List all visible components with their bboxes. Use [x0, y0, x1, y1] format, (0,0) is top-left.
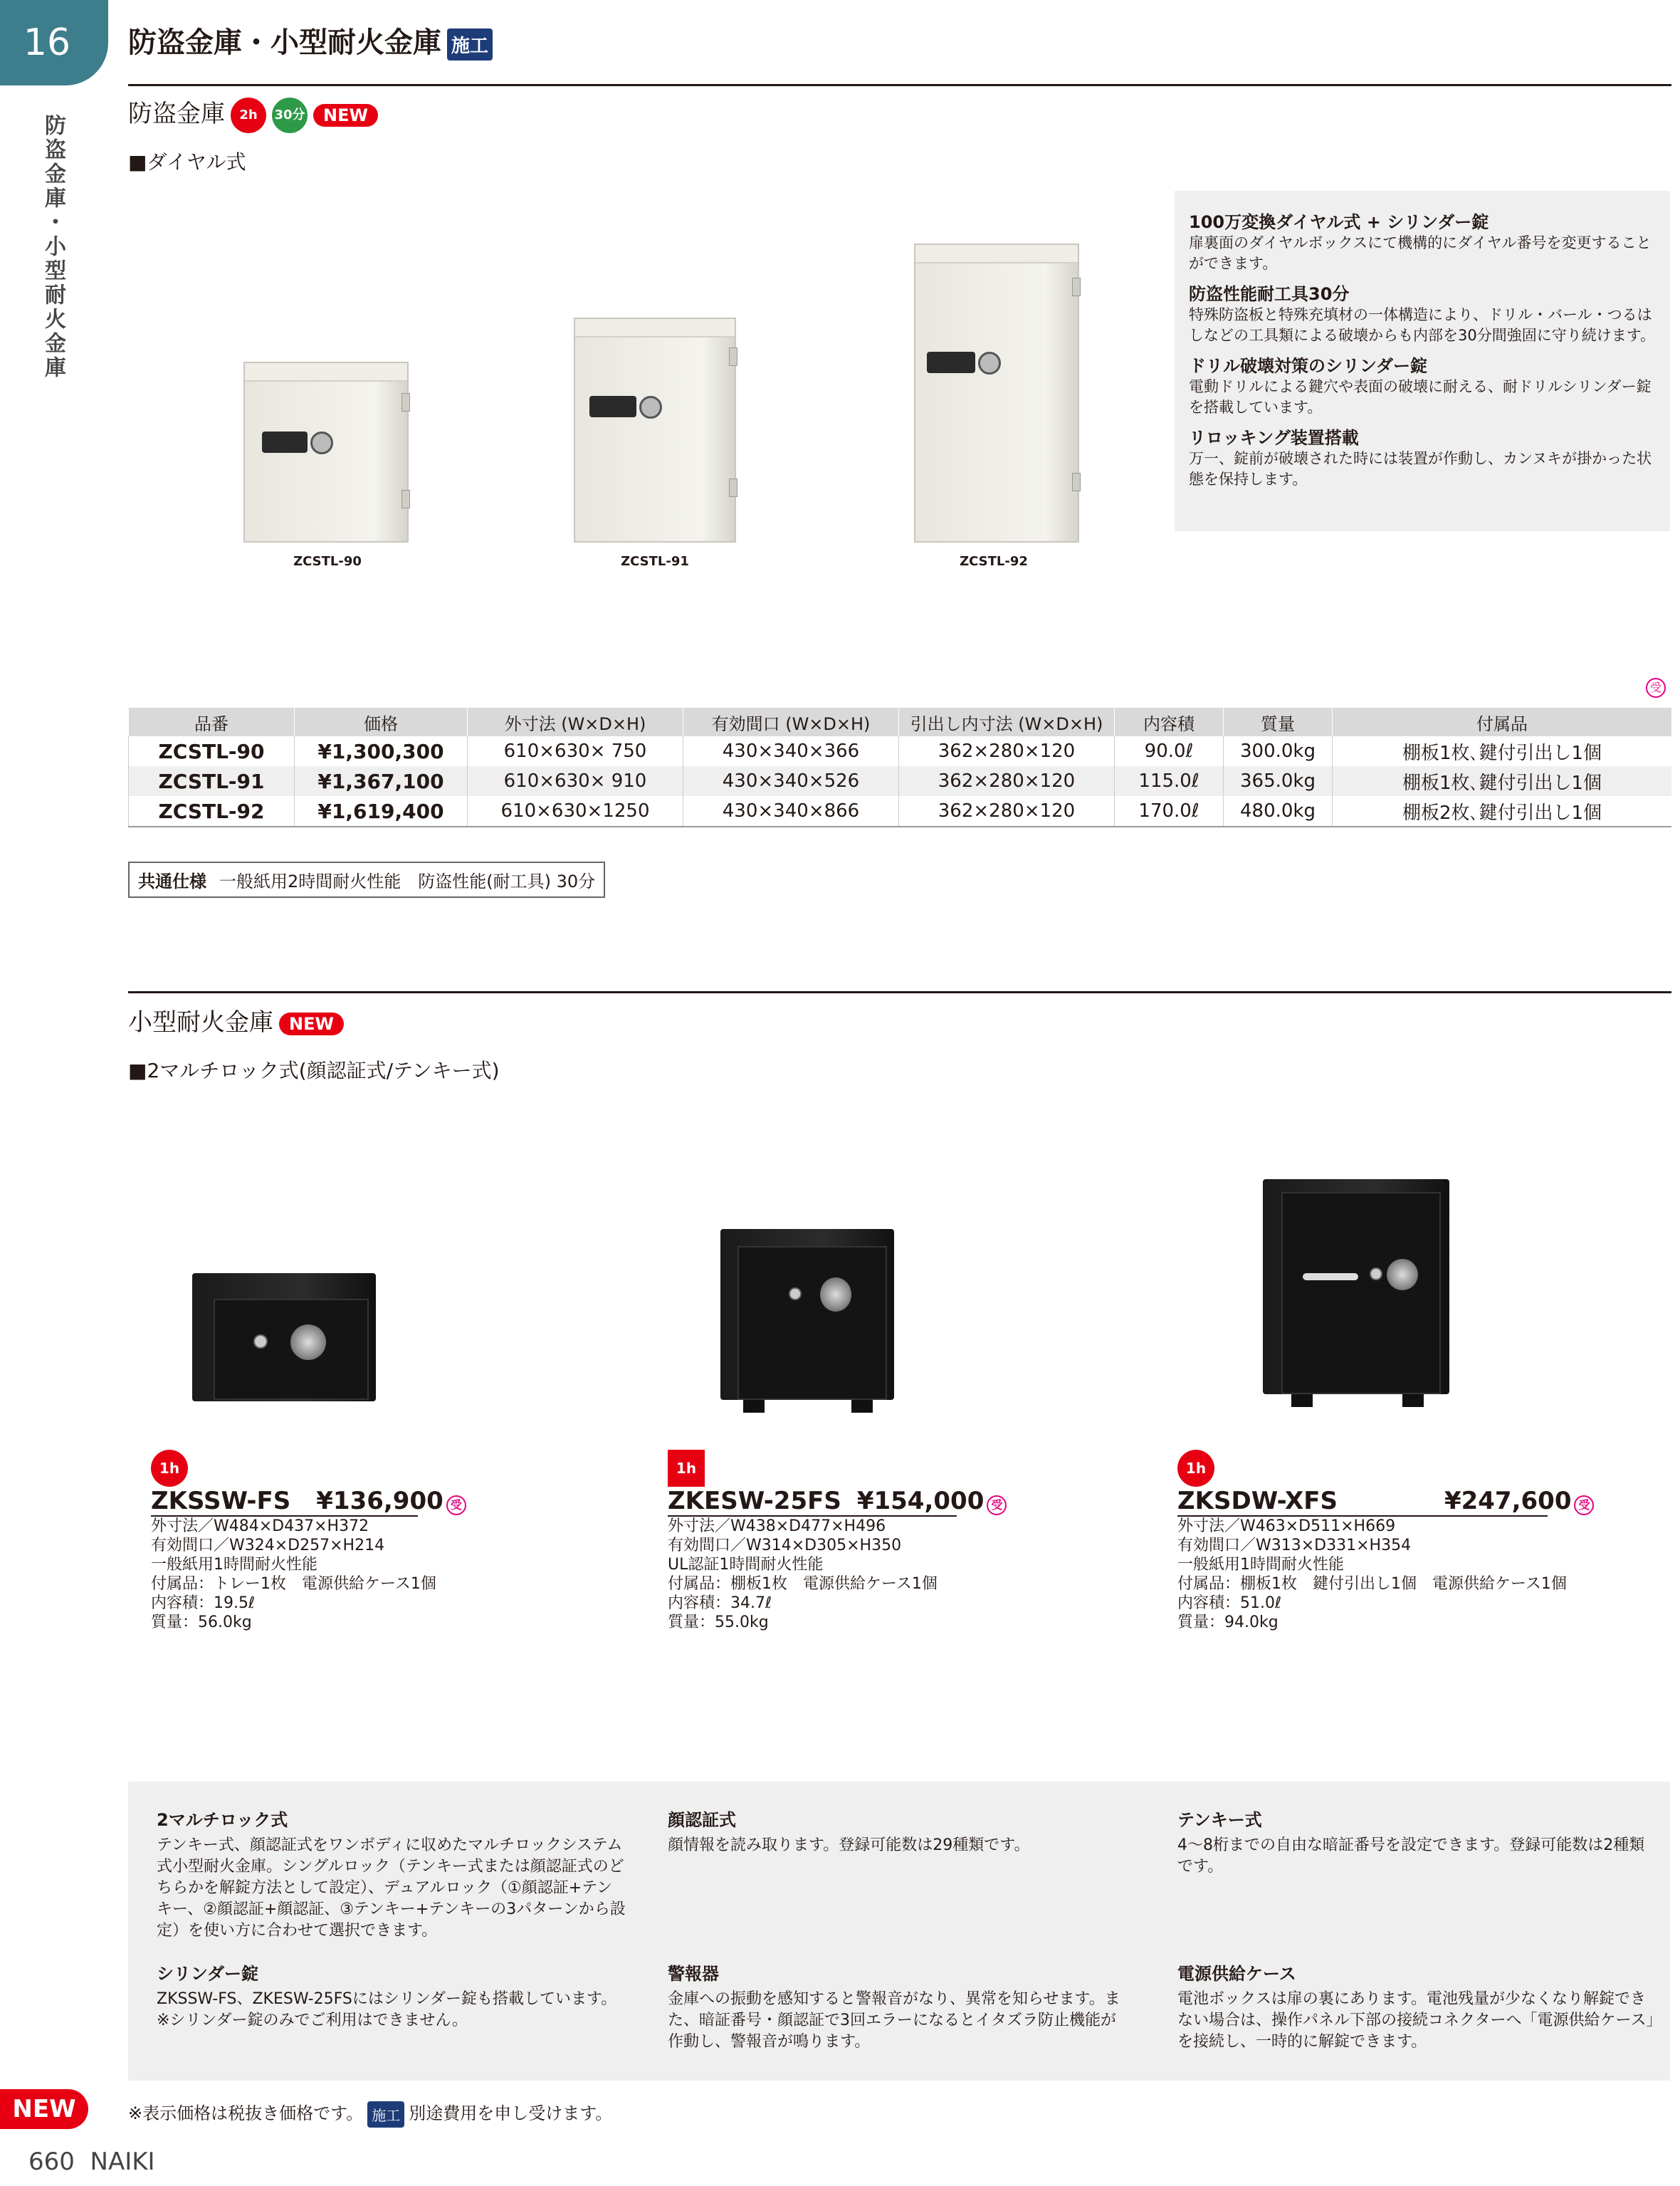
table-row — [129, 736, 1672, 766]
footer-new-badge: NEW — [0, 2089, 88, 2129]
info-body: 電池ボックスは扉の裏にあります。電池残量が少なくなり解錠できない場合は、操作パネル下部の接続コネクターへ「電源供給ケース」を接続し、一時的に解錠できます。 — [1177, 1990, 1654, 2051]
table-row — [129, 796, 1672, 827]
construction-badge: 施工 — [447, 28, 493, 61]
cell: 300.0kg — [1224, 736, 1333, 766]
spec-line: 有効間口／W324×D257×H214 — [151, 1537, 385, 1554]
product-model: ZKSSW-FS — [151, 1487, 291, 1515]
cell: ZCSTL-92 — [129, 796, 295, 827]
page-title — [128, 20, 493, 61]
cell: 90.0ℓ — [1115, 736, 1224, 766]
anti-theft-30-icon: 30分 — [272, 98, 308, 133]
spec-line: 付属品：棚板1枚 鍵付引出し1個 電源供給ケース1個 — [1177, 1575, 1567, 1593]
spec-line: 質量：55.0kg — [668, 1614, 769, 1631]
safe-image-zcstl-92 — [914, 244, 1079, 543]
col-header: 価格 — [295, 708, 468, 736]
info-body: テンキー式、顔認証式をワンボディに収めたマルチロックシステム式小型耐火金庫。シングルロック（テンキー式または顔認証式のどちらかを解錠方法として設定）、デュアルロック（①顔認証+テンキー、②顔認証+顔認証、③テンキー+テンキーの3パターンから設定）を使い方に合わせて選択できます。 — [157, 1836, 626, 1940]
col-header: 質量 — [1224, 708, 1333, 736]
model-caption: ZCSTL-90 — [293, 554, 362, 569]
uke-mark: 受 — [446, 1495, 466, 1515]
table-header-row — [129, 708, 1672, 736]
cell: 362×280×120 — [899, 736, 1115, 766]
uke-mark: 受 — [1574, 1495, 1594, 1515]
info-body: ZKSSW-FS、ZKESW-25FSにはシリンダー錠も搭載しています。※シリンダー錠のみでご利用はできません。 — [157, 1990, 617, 2029]
fire-1h-icon: 1h — [1177, 1450, 1214, 1487]
common-spec-text: 一般紙用2時間耐火性能 防盗性能(耐工具) 30分 — [219, 872, 596, 891]
info-power-case — [1177, 1960, 1654, 2053]
spec-line: UL認証1時間耐火性能 — [668, 1556, 824, 1574]
page-number: 660 — [28, 2148, 75, 2176]
info-heading: 警報器 — [668, 1964, 719, 1984]
spec-line: 質量：94.0kg — [1177, 1614, 1279, 1631]
section2-rule — [128, 991, 1671, 993]
uke-mark: 受 — [987, 1495, 1007, 1515]
info-multilock — [157, 1806, 626, 1942]
page-title-text: 防盗金庫・小型耐火金庫 — [128, 26, 441, 59]
cell: 610×630× 910 — [468, 766, 683, 796]
feature-heading: リロッキング装置搭載 — [1189, 428, 1359, 448]
cell: 430×340×866 — [683, 796, 899, 827]
cell: 610×630× 750 — [468, 736, 683, 766]
product-title — [1177, 1487, 1590, 1517]
feature-heading: 100万変換ダイヤル式 + シリンダー錠 — [1189, 212, 1489, 232]
section2-sub: ■2マルチロック式(顔認証式/テンキー式) — [128, 1059, 500, 1082]
cell: 362×280×120 — [899, 796, 1115, 827]
section1-title-text: 防盗金庫 — [128, 100, 225, 128]
table-row — [129, 766, 1672, 796]
product-zksdw-xfs — [1177, 1450, 1590, 1632]
product-model: ZKESW-25FS — [668, 1487, 841, 1515]
section1-title — [128, 94, 378, 133]
cell: ZCSTL-90 — [129, 736, 295, 766]
cell: ¥1,367,100 — [295, 766, 468, 796]
header-rule — [128, 84, 1671, 86]
col-header: 外寸法 (W×D×H) — [468, 708, 683, 736]
feature-body: 万一、錠前が破壊された時には装置が作動し、カンヌキが掛かった状態を保持します。 — [1189, 450, 1652, 488]
section1-sub: ■ダイヤル式 — [128, 150, 246, 174]
footer-note — [128, 2099, 612, 2128]
brand-name: NAIKI — [90, 2148, 155, 2176]
safe-image-zcstl-91 — [574, 318, 736, 543]
info-heading: 電源供給ケース — [1177, 1964, 1296, 1984]
features-box — [1175, 191, 1670, 531]
fire-2h-icon: 2h — [231, 98, 266, 133]
common-spec — [128, 862, 605, 898]
cell: 430×340×526 — [683, 766, 899, 796]
spec-line: 質量：56.0kg — [151, 1614, 252, 1631]
footer-note-pre: ※表示価格は税抜き価格です。 — [128, 2103, 364, 2123]
feature-body: 扉裏面のダイヤルボックスにて機構的にダイヤル番号を変更することができます。 — [1189, 234, 1652, 272]
cell: 480.0kg — [1224, 796, 1333, 827]
cell: 365.0kg — [1224, 766, 1333, 796]
product-title — [151, 1487, 462, 1517]
spec-line: 内容積：51.0ℓ — [1177, 1594, 1282, 1612]
section2-title-text: 小型耐火金庫 — [128, 1008, 273, 1037]
cell: ¥1,619,400 — [295, 796, 468, 827]
fire-1h-icon: 1h — [668, 1450, 705, 1487]
footer-note-post: 別途費用を申し受けます。 — [409, 2103, 613, 2123]
col-header: 内容積 — [1115, 708, 1224, 736]
info-tenkey — [1177, 1806, 1647, 1878]
product-zkssw-fs — [151, 1450, 462, 1632]
info-heading: 2マルチロック式 — [157, 1810, 288, 1830]
safe-image-zksdw-xfs — [1263, 1179, 1449, 1394]
info-heading: 顔認証式 — [668, 1810, 736, 1830]
safe-image-zkesw-25fs — [720, 1229, 894, 1400]
construction-badge: 施工 — [367, 2101, 404, 2128]
spec-line: 内容積：19.5ℓ — [151, 1594, 256, 1612]
info-heading: シリンダー錠 — [157, 1964, 259, 1984]
chapter-tab: 16 — [0, 0, 108, 85]
cell: 棚板1枚､鍵付引出し1個 — [1333, 766, 1672, 796]
feature-heading: ドリル破壊対策のシリンダー錠 — [1189, 356, 1428, 376]
spec-line: 一般紙用1時間耐火性能 — [151, 1556, 317, 1574]
cell: 430×340×366 — [683, 736, 899, 766]
col-header: 引出し内寸法 (W×D×H) — [899, 708, 1115, 736]
product-zkesw-25fs — [668, 1450, 1003, 1632]
product-model: ZKSDW-XFS — [1177, 1487, 1338, 1515]
info-body: 4～8桁までの自由な暗証番号を設定できます。登録可能数は2種類です。 — [1177, 1836, 1645, 1876]
product-price: ¥136,900 — [316, 1487, 443, 1515]
model-caption: ZCSTL-91 — [621, 554, 689, 569]
spec-line: 外寸法／W438×D477×H496 — [668, 1517, 886, 1535]
col-header: 有効間口 (W×D×H) — [683, 708, 899, 736]
uke-mark: 受 — [1646, 678, 1666, 698]
cell: 115.0ℓ — [1115, 766, 1224, 796]
spec-line: 外寸法／W484×D437×H372 — [151, 1517, 369, 1535]
info-face-auth — [668, 1806, 1123, 1856]
spec-line: 一般紙用1時間耐火性能 — [1177, 1556, 1344, 1574]
spec-line: 付属品：棚板1枚 電源供給ケース1個 — [668, 1575, 938, 1593]
common-spec-label: 共通仕様 — [138, 872, 206, 891]
cell: 棚板1枚､鍵付引出し1個 — [1333, 736, 1672, 766]
model-caption: ZCSTL-92 — [960, 554, 1028, 569]
info-body: 顔情報を読み取ります。登録可能数は29種類です。 — [668, 1836, 1030, 1854]
cell: 362×280×120 — [899, 766, 1115, 796]
page-footer — [28, 2148, 155, 2176]
spec-line: 有効間口／W313×D331×H354 — [1177, 1537, 1412, 1554]
safe-image-zcstl-90 — [243, 362, 409, 543]
info-body: 金庫への振動を感知すると警報音がなり、異常を知らせます。また、暗証番号・顔認証で3回エラーになるとイタズラ防止機能が作動し、警報音が鳴ります。 — [668, 1990, 1120, 2051]
cell: ¥1,300,300 — [295, 736, 468, 766]
spec-line: 外寸法／W463×D511×H669 — [1177, 1517, 1396, 1535]
info-box — [128, 1782, 1670, 2081]
safe-image-zkssw-fs — [192, 1273, 376, 1401]
fire-1h-icon: 1h — [151, 1450, 188, 1487]
section2-title — [128, 1003, 344, 1037]
spec-line: 有効間口／W314×D305×H350 — [668, 1537, 902, 1554]
product-price: ¥154,000 — [856, 1487, 985, 1515]
cell: ZCSTL-91 — [129, 766, 295, 796]
new-badge: NEW — [313, 104, 378, 127]
new-badge: NEW — [279, 1013, 344, 1035]
info-cylinder — [157, 1960, 626, 2031]
product-specs — [151, 1517, 436, 1632]
cell: 棚板2枚､鍵付引出し1個 — [1333, 796, 1672, 827]
spec-table — [128, 708, 1671, 827]
feature-heading: 防盗性能耐工具30分 — [1189, 284, 1350, 304]
info-heading: テンキー式 — [1177, 1810, 1262, 1830]
info-alarm — [668, 1960, 1123, 2053]
cell: 170.0ℓ — [1115, 796, 1224, 827]
col-header: 付属品 — [1333, 708, 1672, 736]
product-specs — [1177, 1517, 1567, 1632]
product-title — [668, 1487, 1003, 1517]
side-title: 防盗金庫・小型耐火金庫 — [41, 114, 65, 380]
spec-line: 付属品：トレー1枚 電源供給ケース1個 — [151, 1575, 436, 1593]
feature-body: 特殊防盗板と特殊充填材の一体構造により、ドリル・バール・つるはしなどの工具類による破壊からも内部を30分間強固に守り続けます。 — [1189, 306, 1656, 344]
product-price: ¥247,600 — [1444, 1487, 1572, 1515]
product-specs — [668, 1517, 957, 1632]
col-header: 品番 — [129, 708, 295, 736]
feature-body: 電動ドリルによる鍵穴や表面の破壊に耐える、耐ドリルシリンダー錠を搭載しています。 — [1189, 378, 1652, 416]
cell: 610×630×1250 — [468, 796, 683, 827]
spec-line: 内容積：34.7ℓ — [668, 1594, 772, 1612]
